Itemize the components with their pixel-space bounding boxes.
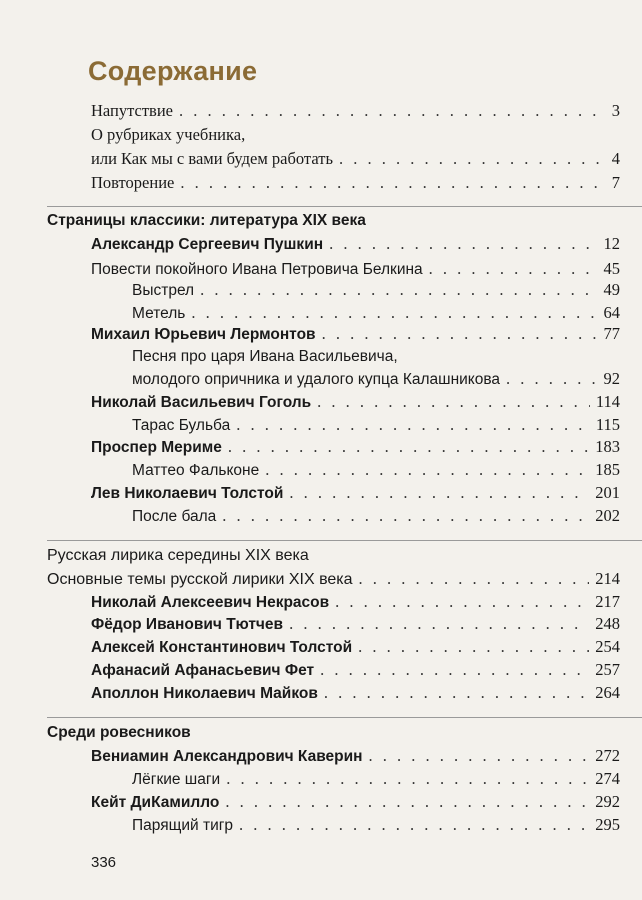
toc-entry-tyutchev: Фёдор Иванович Тютчев . . . 248 [91,613,620,636]
leader-dots [179,100,604,122]
toc-entry-nekrasov: Николай Алексеевич Некрасов . . . 217 [91,591,620,614]
toc-entry-tolstoy-ak: Алексей Константинович Толстой . . . 254 [91,636,620,659]
toc-entry-naputstvie: Напутствие . . . 3 [91,100,620,122]
leader-dots [339,148,604,170]
section-heading-peers: Среди ровесников [47,724,191,741]
toc-entry-rubriki: или Как мы с вами будем работать . . . 4 [91,148,620,170]
toc-entry-fet: Афанасий Афанасьевич Фет . . . 257 [91,659,620,682]
section-heading-classics: Страницы классики: литература XIX века [47,212,366,229]
page-number: 336 [91,854,117,871]
toc-entry-metel: Метель . . . 64 [132,302,620,325]
section-heading-lyrics: Русская лирика середины XIX века [47,547,309,564]
toc-entry-pesnya: молодого опричника и удалого купца Калашникова . . . 92 [132,368,620,391]
toc-entry-paryashchiy-tigr: Парящий тигр . . . 295 [132,814,620,837]
toc-entry-dicamillo: Кейт ДиКамилло . . . 292 [91,791,620,814]
toc-entry-merime: Проспер Мериме . . . 183 [91,436,620,459]
section-divider [47,717,642,718]
toc-entry-legkie-shagi: Лёгкие шаги . . . 274 [132,768,620,791]
toc-entry-povtorenie: Повторение . . . 7 [91,172,620,194]
toc-entry-gogol: Николай Васильевич Гоголь . . . 114 [91,391,620,414]
toc-entry-maykov: Аполлон Николаевич Майков . . . 264 [91,682,620,705]
page-title: Содержание [88,56,258,86]
toc-entry-pesnya-line1: Песня про царя Ивана Васильевича, [132,348,398,365]
toc-entry-rubriki-line1: О рубриках учебника, [91,125,246,144]
toc-entry-lermontov: Михаил Юрьевич Лермонтов . . . 77 [91,323,620,346]
toc-entry-pushkin: Александр Сергеевич Пушкин . . . 12 [91,233,620,256]
toc-entry-kaverin: Вениамин Александрович Каверин . . . 272 [91,745,620,768]
toc-entry-tolstoy-lev: Лев Николаевич Толстой . . . 201 [91,482,620,505]
toc-entry-posle-bala: После бала . . . 202 [132,505,620,528]
toc-entry-belkin: Повести покойного Ивана Петровича Белкина . . . 45 [91,258,620,281]
section-divider [47,206,642,207]
toc-entry-vystrel: Выстрел . . . 49 [132,279,620,302]
toc-entry-themes: Основные темы русской лирики XIX века . . . 214 [47,568,620,591]
section-divider [47,540,642,541]
toc-entry-falcone: Маттео Фальконе . . . 185 [132,459,620,482]
leader-dots [180,172,604,194]
toc-entry-taras-bulba: Тарас Бульба . . . 115 [132,414,620,437]
